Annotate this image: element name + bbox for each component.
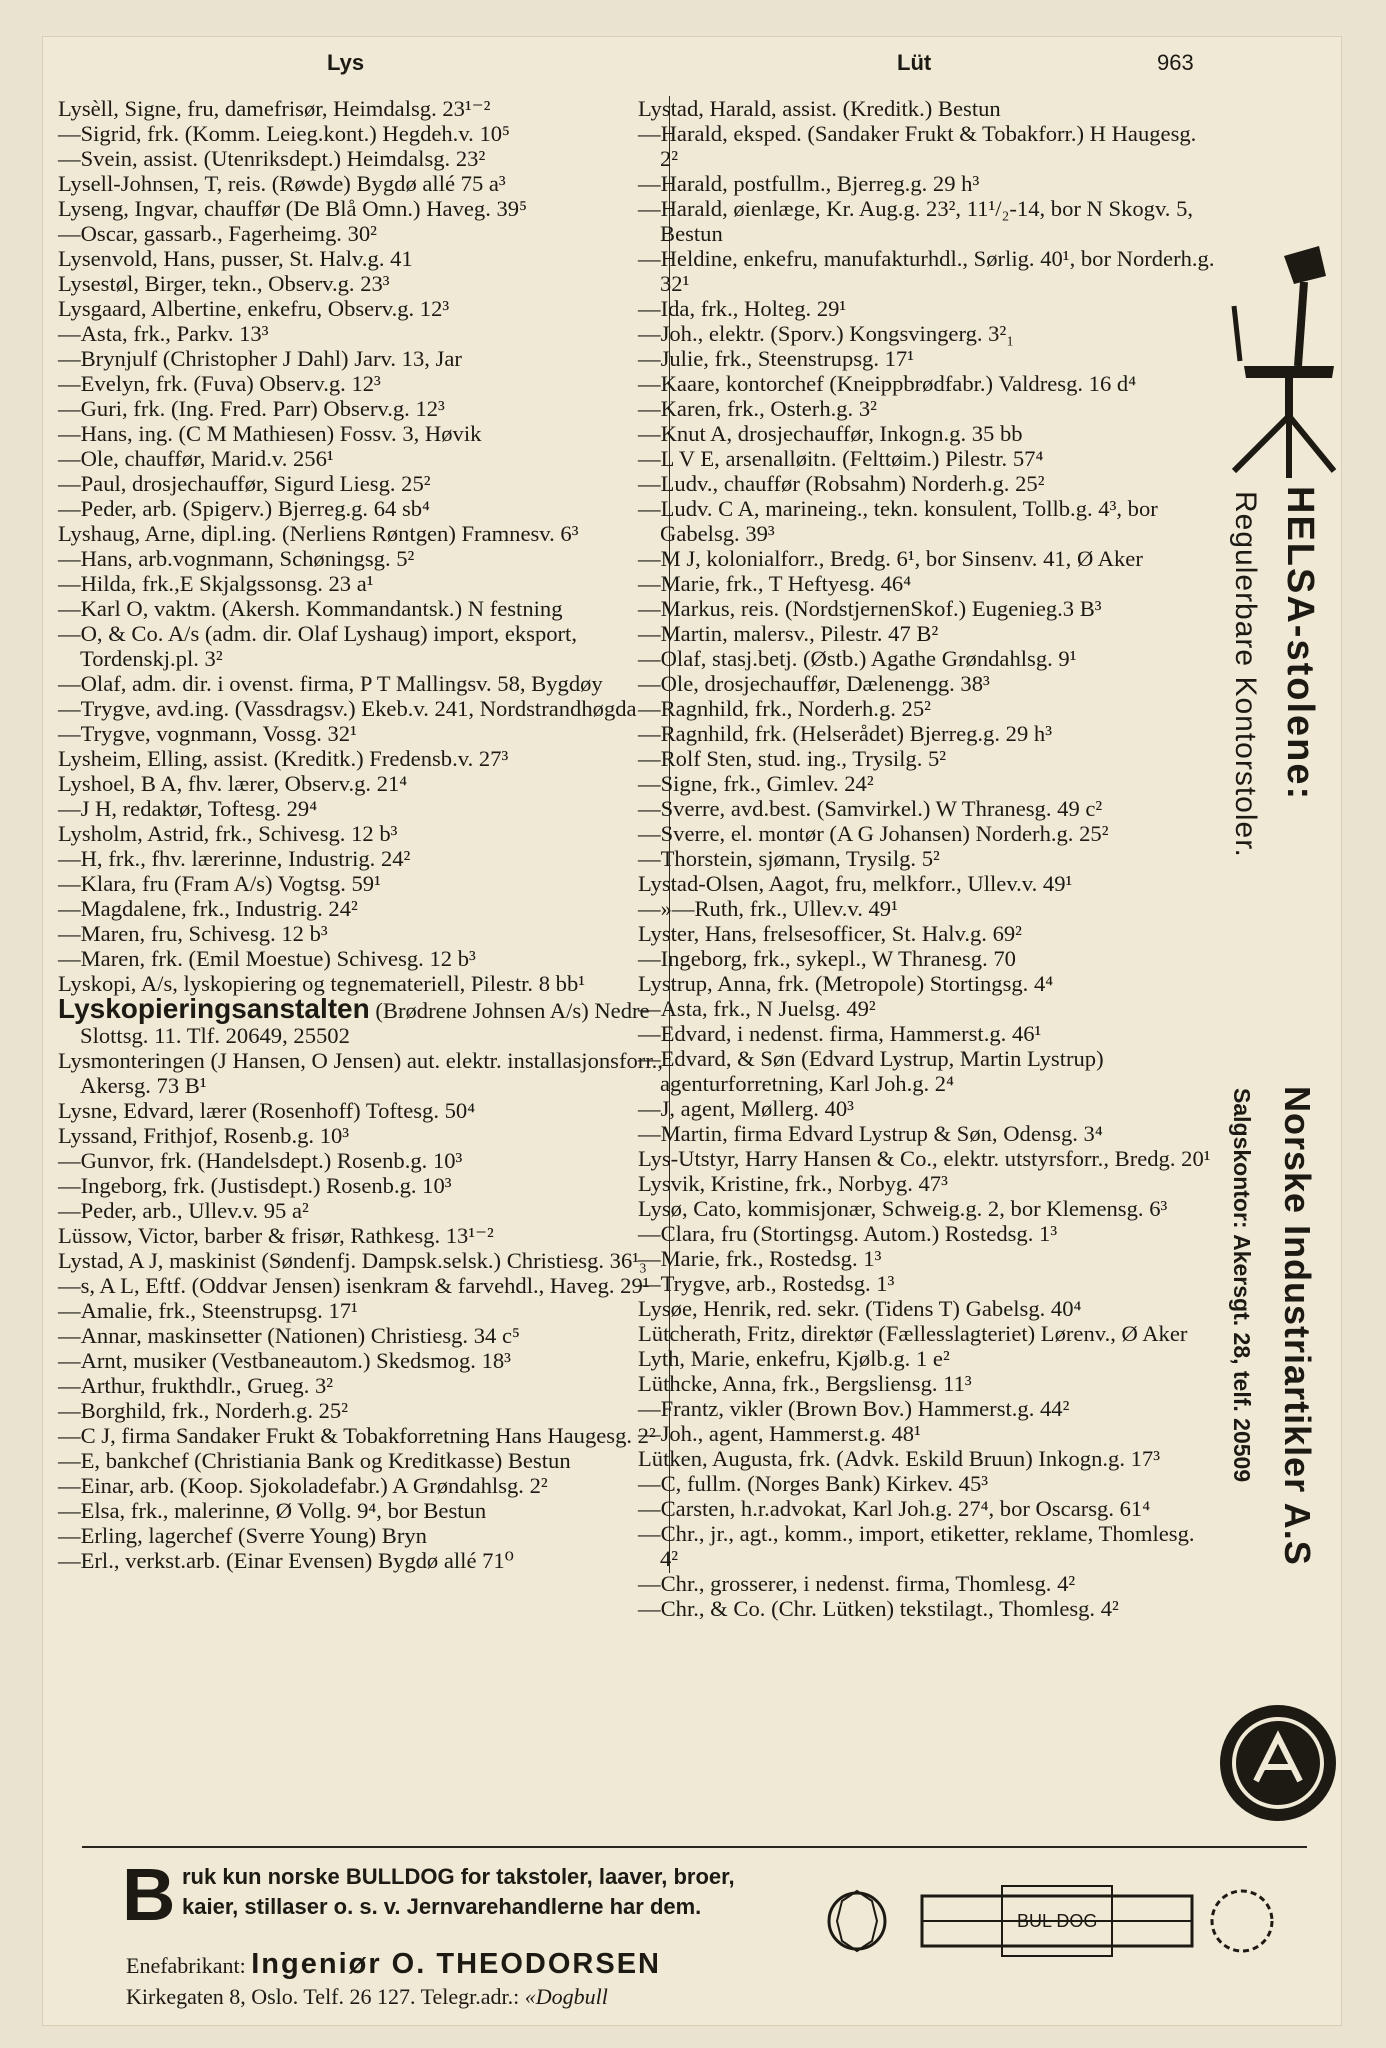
directory-entry: Lysmonteringen (J Hansen, O Jensen) aut. elektr. installasjonsforr., Akersg. 73 B¹	[58, 1048, 663, 1098]
directory-entry: —Martin, firma Edvard Lystrup & Søn, Odensg. 3⁴	[638, 1121, 1103, 1146]
directory-entry: —Ragnhild, frk. (Helserådet) Bjerreg.g. 29 h³	[638, 721, 1052, 746]
directory-entry: —Sverre, avd.best. (Samvirkel.) W Thranesg. 49 c²	[638, 796, 1103, 821]
directory-entry: Lütcherath, Fritz, direktør (Fællesslagteriet) Lørenv., Ø Aker	[638, 1321, 1188, 1346]
directory-entry: —Ida, frk., Holteg. 29¹	[638, 296, 847, 321]
directory-entry: Lyth, Marie, enkefru, Kjølb.g. 1 e²	[638, 1346, 950, 1371]
directory-entry: —Ludv. C A, marineing., tekn. konsulent, Tollb.g. 4³, bor Gabelsg. 39³	[638, 496, 1158, 546]
entry-rest: (Brødrene Johnsen A/s) Nedre Slottsg. 11. Tlf. 20649, 25502	[80, 998, 650, 1048]
directory-entry: —Oscar, gassarb., Fagerheimg. 30²	[58, 221, 377, 246]
directory-entry: —Edvard, & Søn (Edvard Lystrup, Martin Lystrup) agenturforretning, Karl Joh.g. 2⁴	[638, 1046, 1104, 1096]
directory-entry: —Annar, maskinsetter (Nationen) Christiesg. 34 c⁵	[58, 1323, 520, 1348]
directory-entry: —Frantz, vikler (Brown Bov.) Hammerst.g. 44²	[638, 1396, 1070, 1421]
directory-entry: —Julie, frk., Steenstrupsg. 17¹	[638, 346, 914, 371]
directory-entry: Lysholm, Astrid, frk., Schivesg. 12 b³	[58, 821, 398, 846]
directory-entry: —Karl O, vaktm. (Akersh. Kommandantsk.) N festning	[58, 596, 563, 621]
directory-entry: —Einar, arb. (Koop. Sjokoladefabr.) A Grøndahlsg. 2²	[58, 1473, 548, 1498]
directory-entry: —Knut A, drosjechauffør, Inkogn.g. 35 bb	[638, 421, 1023, 446]
directory-entry: Lysenvold, Hans, pusser, St. Halv.g. 41	[58, 246, 413, 271]
ad-line-2: kaier, stillaser o. s. v. Jernvarehandlerne har dem.	[182, 1894, 702, 1919]
directory-entry: Lütken, Augusta, frk. (Advk. Eskild Bruun) Inkogn.g. 17³	[638, 1446, 1160, 1471]
directory-entry: Lysø, Cato, kommisjonær, Schweig.g. 2, bor Klemensg. 6³	[638, 1196, 1168, 1221]
directory-entry: —Borghild, frk., Norderh.g. 25²	[58, 1398, 349, 1423]
directory-entry: —Klara, fru (Fram A/s) Vogtsg. 59¹	[58, 871, 381, 896]
directory-entry: —Markus, reis. (NordstjernenSkof.) Eugenieg.3 B³	[638, 596, 1102, 621]
directory-entry: Lüthcke, Anna, frk., Bergsliensg. 11³	[638, 1371, 972, 1396]
directory-entry: —Trygve, arb., Rostedsg. 1³	[638, 1271, 895, 1296]
diagram-label: BUL DOG	[1017, 1911, 1098, 1931]
directory-entry	[58, 993, 663, 1048]
directory-entry: —Erling, lagerchef (Sverre Young) Bryn	[58, 1523, 427, 1548]
directory-entry: —Asta, frk., N Juelsg. 49²	[638, 996, 876, 1021]
directory-entry: —H, frk., fhv. lærerinne, Industrig. 24²	[58, 846, 411, 871]
directory-entry: —Olaf, adm. dir. i ovenst. firma, P T Mallingsv. 58, Bygdøy	[58, 671, 603, 696]
directory-entry: Lysèll, Signe, fru, damefrisør, Heimdalsg. 23¹⁻²	[58, 96, 491, 121]
directory-entry: Lysgaard, Albertine, enkefru, Observ.g. 12³	[58, 296, 450, 321]
directory-entry: —Evelyn, frk. (Fuva) Observ.g. 12³	[58, 371, 381, 396]
directory-entry: —Hans, arb.vognmann, Schøningsg. 5²	[58, 546, 415, 571]
directory-entry: —E, bankchef (Christiania Bank og Kreditkasse) Bestun	[58, 1448, 571, 1473]
directory-entry: Lystrup, Anna, frk. (Metropole) Stortingsg. 4⁴	[638, 971, 1054, 996]
directory-entry: Lysne, Edvard, lærer (Rosenhoff) Toftesg. 50⁴	[58, 1098, 476, 1123]
directory-entry: Lystad-Olsen, Aagot, fru, melkforr., Ullev.v. 49¹	[638, 871, 1073, 896]
directory-entry: —Gunvor, frk. (Handelsdept.) Rosenb.g. 10³	[58, 1148, 463, 1173]
directory-entry: —Ingeborg, frk. (Justisdept.) Rosenb.g. 10³	[58, 1173, 452, 1198]
directory-entry: —Joh., agent, Hammerst.g. 48¹	[638, 1421, 921, 1446]
directory-entry: —s, A L, Eftf. (Oddvar Jensen) isenkram & farvehdl., Haveg. 29¹	[58, 1273, 650, 1298]
office-chair-icon	[1214, 246, 1342, 486]
directory-entry: —Chr., & Co. (Chr. Lütken) tekstilagt., Thomlesg. 4²	[638, 1596, 1119, 1621]
directory-entry: Lysøe, Henrik, red. sekr. (Tidens T) Gabelsg. 40⁴	[638, 1296, 1082, 1321]
directory-entry: —Signe, frk., Gimlev. 24²	[638, 771, 874, 796]
directory-entry: —Ole, chauffør, Marid.v. 256¹	[58, 446, 334, 471]
directory-entry: —Karen, frk., Osterh.g. 3²	[638, 396, 877, 421]
directory-entry: Lystad, Harald, assist. (Kreditk.) Bestun	[638, 96, 1001, 121]
directory-entry: —Harald, øienlæge, Kr. Aug.g. 23², 11¹/₂-14, bor N Skogv. 5, Bestun	[638, 196, 1194, 246]
ad-address: Kirkegaten 8, Oslo. Telf. 26 127. Telegr.adr.:	[126, 1984, 520, 2009]
directory-entry: —Peder, arb., Ullev.v. 95 a²	[58, 1198, 309, 1223]
ad-initial-letter: B	[122, 1853, 176, 1936]
company-emblem-icon	[1216, 1701, 1340, 1825]
directory-entry: —Maren, frk. (Emil Moestue) Schivesg. 12 b³	[58, 946, 476, 971]
bottom-advertisement	[82, 1846, 1307, 2018]
directory-entry: Lystad, A J, maskinist (Søndenfj. Dampsk.selsk.) Christiesg. 36¹₃	[58, 1248, 647, 1273]
directory-entry: —Erl., verkst.arb. (Einar Evensen) Bygdø allé 71⁰	[58, 1548, 514, 1573]
directory-entry: —Ingeborg, frk., sykepl., W Thranesg. 70	[638, 946, 1016, 971]
directory-entry: Lyskopi, A/s, lyskopiering og tegnemateriell, Pilestr. 8 bb¹	[58, 971, 586, 996]
directory-entry: —J H, redaktør, Toftesg. 29⁴	[58, 796, 318, 821]
directory-entry: —Brynjulf (Christopher J Dahl) Jarv. 13, Jar	[58, 346, 462, 371]
helsa-title: HELSA-stolene:	[1279, 486, 1321, 802]
directory-entry: —C J, firma Sandaker Frukt & Tobakforretning Hans Haugesg. 2²	[58, 1423, 656, 1448]
directory-entry: —Marie, frk., Rostedsg. 1³	[638, 1246, 882, 1271]
directory-entry: —Amalie, frk., Steenstrupsg. 17¹	[58, 1298, 358, 1323]
company-name: Norske Industriartikler A.S	[1277, 1086, 1318, 1566]
directory-entry: Lüssow, Victor, barber & frisør, Rathkesg. 13¹⁻²	[58, 1223, 494, 1248]
directory-entry: —Trygve, vognmann, Vossg. 32¹	[58, 721, 357, 746]
directory-entry: —Sverre, el. montør (A G Johansen) Norderh.g. 25²	[638, 821, 1109, 846]
directory-entry: —O, & Co. A/s (adm. dir. Olaf Lyshaug) import, eksport, Tordenskj.pl. 3²	[58, 621, 577, 671]
directory-entry: Lysell-Johnsen, T, reis. (Røwde) Bygdø allé 75 a³	[58, 171, 506, 196]
directory-entry: —Asta, frk., Parkv. 13³	[58, 321, 269, 346]
helsa-subtitle: Regulerbare Kontorstoler.	[1229, 491, 1262, 858]
left-column	[58, 96, 670, 1573]
directory-entry: Lysestøl, Birger, tekn., Observ.g. 23³	[58, 271, 390, 296]
directory-entry: —Chr., jr., agt., komm., import, etiketter, reklame, Thomlesg. 4²	[638, 1521, 1195, 1571]
directory-entry: Lysvik, Kristine, frk., Norbyg. 47³	[638, 1171, 948, 1196]
entry-lead: Lyskopieringsanstalten	[58, 993, 370, 1024]
directory-entry: Lyseng, Ingvar, chauffør (De Blå Omn.) Haveg. 39⁵	[58, 196, 527, 221]
directory-entry: —C, fullm. (Norges Bank) Kirkev. 45³	[638, 1471, 989, 1496]
directory-entry: —Ragnhild, frk., Norderh.g. 25²	[638, 696, 931, 721]
ad-maker-name: Ingeniør O. THEODORSEN	[251, 1948, 661, 1980]
directory-entry: Lyshoel, B A, fhv. lærer, Observ.g. 21⁴	[58, 771, 408, 796]
directory-entry: Lys-Utstyr, Harry Hansen & Co., elektr. utstyrsforr., Bredg. 20¹	[638, 1146, 1211, 1171]
ad-maker-label: Enefabrikant:	[126, 1953, 246, 1978]
side-advertisement	[1214, 246, 1342, 1826]
header-right-keyword: Lüt	[897, 50, 932, 75]
directory-entry: —Svein, assist. (Utenriksdept.) Heimdalsg. 23²	[58, 146, 486, 171]
middle-column	[638, 96, 1218, 1621]
directory-entry: —Paul, drosjechauffør, Sigurd Liesg. 25²	[58, 471, 431, 496]
company-contact: Salgskontor: Akersgt. 28, telf. 20509	[1229, 1088, 1255, 1483]
directory-entry: —Heldine, enkefru, manufakturhdl., Sørlig. 40¹, bor Norderh.g. 32¹	[638, 246, 1215, 296]
bulldog-connector-diagram	[822, 1856, 1292, 1986]
directory-entry: —Marie, frk., T Heftyesg. 46⁴	[638, 571, 912, 596]
header-left-keyword: Lys	[327, 50, 365, 75]
page-number: 963	[1157, 50, 1194, 75]
directory-entry: Lyster, Hans, frelsesofficer, St. Halv.g. 69²	[638, 921, 1022, 946]
directory-entry: —Trygve, avd.ing. (Vassdragsv.) Ekeb.v. 241, Nordstrandhøgda	[58, 696, 637, 721]
ad-telegram: «Dogbull	[524, 1984, 608, 2009]
directory-entry: —Hilda, frk.,E Skjalgssonsg. 23 a¹	[58, 571, 374, 596]
directory-entry: —Ludv., chauffør (Robsahm) Norderh.g. 25²	[638, 471, 1045, 496]
directory-entry: —Kaare, kontorchef (Kneippbrødfabr.) Valdresg. 16 d⁴	[638, 371, 1137, 396]
directory-entry: —Hans, ing. (C M Mathiesen) Fossv. 3, Høvik	[58, 421, 482, 446]
directory-entry: —Chr., grosserer, i nedenst. firma, Thomlesg. 4²	[638, 1571, 1076, 1596]
directory-entry: Lysheim, Elling, assist. (Kreditk.) Fredensb.v. 27³	[58, 746, 509, 771]
directory-entry: —Magdalene, frk., Industrig. 24²	[58, 896, 358, 921]
ad-line-1: ruk kun norske BULLDOG for takstoler, laaver, broer,	[182, 1864, 735, 1889]
directory-entry: —Harald, eksped. (Sandaker Frukt & Tobakforr.) H Haugesg. 2²	[638, 121, 1197, 171]
ad-maker-line	[126, 1948, 661, 1981]
directory-entry: —Guri, frk. (Ing. Fred. Parr) Observ.g. 12³	[58, 396, 445, 421]
directory-page	[42, 36, 1342, 2026]
directory-entry: —M J, kolonialforr., Bredg. 6¹, bor Sinsenv. 41, Ø Aker	[638, 546, 1143, 571]
directory-entry: —Martin, malersv., Pilestr. 47 B²	[638, 621, 939, 646]
directory-entry: —Arnt, musiker (Vestbaneautom.) Skedsmog. 18³	[58, 1348, 511, 1373]
directory-entry: —Arthur, frukthdlr., Grueg. 3²	[58, 1373, 334, 1398]
directory-entry: —Edvard, i nedenst. firma, Hammerst.g. 46¹	[638, 1021, 1042, 1046]
directory-entry: —Thorstein, sjømann, Trysilg. 5²	[638, 846, 940, 871]
directory-entry: —L V E, arsenalløitn. (Felttøim.) Pilestr. 57⁴	[638, 446, 1044, 471]
directory-entry: —Joh., elektr. (Sporv.) Kongsvingerg. 3²₁	[638, 321, 1015, 346]
page-header	[42, 50, 1342, 90]
directory-entry: —J, agent, Møllerg. 40³	[638, 1096, 854, 1121]
directory-entry: Lyssand, Frithjof, Rosenb.g. 10³	[58, 1123, 350, 1148]
directory-entry: —Carsten, h.r.advokat, Karl Joh.g. 27⁴, bor Oscarsg. 61⁴	[638, 1496, 1151, 1521]
directory-entry: —Rolf Sten, stud. ing., Trysilg. 5²	[638, 746, 947, 771]
ad-address-line	[126, 1984, 608, 2010]
directory-entry: —Clara, fru (Stortingsg. Autom.) Rostedsg. 1³	[638, 1221, 1058, 1246]
directory-entry: —Peder, arb. (Spigerv.) Bjerreg.g. 64 sb⁴	[58, 496, 430, 521]
directory-entry: —Harald, postfullm., Bjerreg.g. 29 h³	[638, 171, 980, 196]
directory-entry: —Olaf, stasj.betj. (Østb.) Agathe Grøndahlsg. 9¹	[638, 646, 1077, 671]
directory-entry: Lyshaug, Arne, dipl.ing. (Nerliens Røntgen) Framnesv. 6³	[58, 521, 579, 546]
directory-entry: —Elsa, frk., malerinne, Ø Vollg. 9⁴, bor Bestun	[58, 1498, 487, 1523]
directory-entry: —Maren, fru, Schivesg. 12 b³	[58, 921, 328, 946]
directory-entry: —Ole, drosjechauffør, Dælenengg. 38³	[638, 671, 990, 696]
directory-entry: —Sigrid, frk. (Komm. Leieg.kont.) Hegdeh.v. 10⁵	[58, 121, 510, 146]
directory-entry: —»—Ruth, frk., Ullev.v. 49¹	[638, 896, 898, 921]
